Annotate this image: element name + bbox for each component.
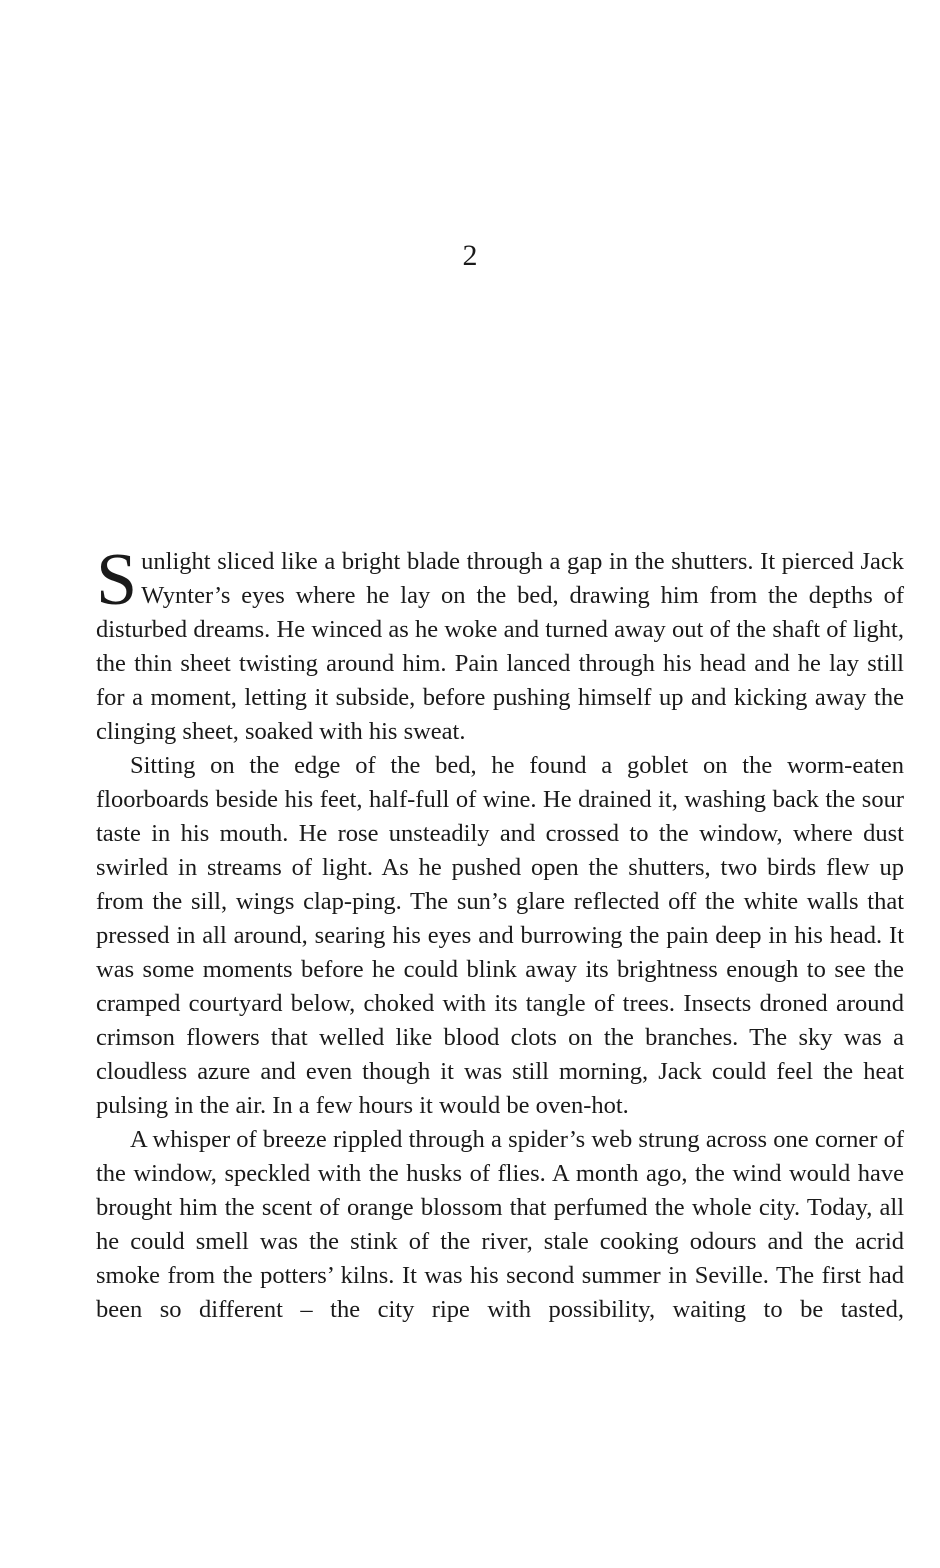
paragraph-opening xyxy=(96,539,904,749)
body-text xyxy=(96,539,904,1327)
drop-cap: S xyxy=(96,539,138,621)
chapter-number: 2 xyxy=(462,239,478,272)
paragraph-3: A whisper of breeze rippled through a spider’s web strung across one corner of the window, speckled with the husks of flies. A month ago, the wind would have brought him the scent of orange blossom that perfumed the whole city. Today, all he could smell was the stink of the river, stale cooking odours and the acrid smoke from the potters’ kilns. It was his second summer in Seville. The first had been so different – the city ripe with possibility, waiting to be tasted, xyxy=(96,1126,904,1323)
opening-paragraph-text: unlight sliced like a bright blade through a gap in the shutters. It pierced Jack Wynter’s eyes where he lay on the bed, drawing him from the depths of disturbed dreams. He winced as he woke and turned away out of the shaft of light, the thin sheet twisting around him. Pain lanced through his head and he lay still for a moment, letting it subside, before pushing himself up and kicking away the clinging sheet, soaked with his sweat. xyxy=(96,548,904,745)
paragraph-2: Sitting on the edge of the bed, he found a goblet on the worm-eaten floorboards beside his feet, half-full of wine. He drained it, washing back the sour taste in his mouth. He rose unsteadily and crossed to the window, where dust swirled in streams of light. As he pushed open the shutters, two birds flew up from the sill, wings clap-ping. The sun’s glare reflected off the white walls that pressed in all around, searing his eyes and burrowing the pain deep in his head. It was some moments before he could blink away its brightness enough to see the cramped courtyard below, choked with its tangle of trees. Insects droned around crimson flowers that welled like blood clots on the branches. The sky was a cloudless azure and even though it was still morning, Jack could feel the heat pulsing in the air. In a few hours it would be oven-hot. xyxy=(96,752,904,1119)
